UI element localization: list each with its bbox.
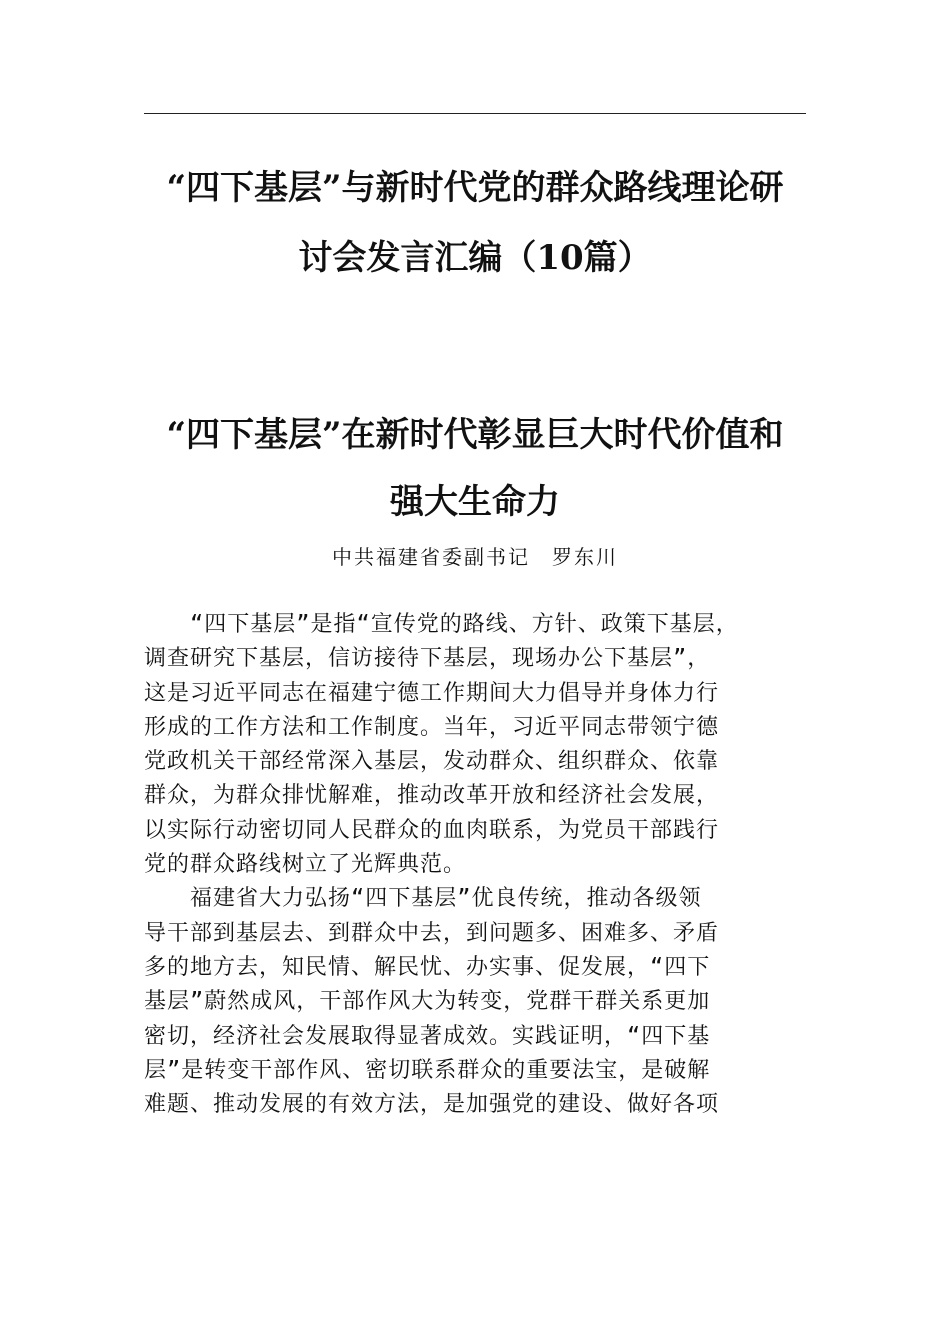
paragraph-2-line: 难题、推动发展的有效方法，是加强党的建设、做好各项 bbox=[144, 1092, 720, 1118]
top-rule bbox=[144, 113, 806, 114]
paragraph-2-line: 福建省大力弘扬“四下基层”优良传统，推动各级领 bbox=[190, 886, 702, 912]
article-body bbox=[144, 608, 808, 1122]
author-byline: 中共福建省委副书记 罗东川 bbox=[332, 545, 618, 569]
main-title-line-1: “四下基层”与新时代党的群众路线理论研 bbox=[166, 168, 784, 208]
article-title-line-1: “四下基层”在新时代彰显巨大时代价值和 bbox=[166, 415, 784, 455]
paragraph-2-line: 层”是转变干部作风、密切联系群众的重要法宝，是破解 bbox=[144, 1057, 711, 1083]
paragraph-1-line: “四下基层”是指“宣传党的路线、方针、政策下基层， bbox=[190, 612, 739, 637]
paragraph-1-line: 党的群众路线树立了光辉典范。 bbox=[144, 852, 467, 878]
paragraph-1-line: 调查研究下基层，信访接待下基层，现场办公下基层”， bbox=[144, 646, 711, 672]
main-title-line-2: 讨会发言汇编（10篇） bbox=[298, 238, 652, 278]
paragraph-2-line: 导干部到基层去、到群众中去，到问题多、困难多、矛盾 bbox=[144, 920, 720, 946]
paragraph-2-line: 基层”蔚然成风，干部作风大为转变，党群干群关系更加 bbox=[144, 989, 711, 1015]
paragraph-2-line: 密切，经济社会发展取得显著成效。实践证明，“四下基 bbox=[144, 1023, 711, 1049]
paragraph-1-line: 群众，为群众排忧解难，推动改革开放和经济社会发展， bbox=[144, 783, 720, 809]
paragraph-1-line: 形成的工作方法和工作制度。当年，习近平同志带领宁德 bbox=[144, 714, 720, 740]
paragraph-2-line: 多的地方去，知民情、解民忧、办实事、促发展，“四下 bbox=[144, 954, 711, 980]
paragraph-1-line: 这是习近平同志在福建宁德工作期间大力倡导并身体力行 bbox=[144, 680, 720, 706]
paragraph-1-line: 以实际行动密切同人民群众的血肉联系，为党员干部践行 bbox=[144, 817, 720, 843]
paragraph-1-line: 党政机关干部经常深入基层，发动群众、组织群众、依靠 bbox=[144, 749, 720, 775]
article-title-line-2: 强大生命力 bbox=[390, 482, 560, 522]
